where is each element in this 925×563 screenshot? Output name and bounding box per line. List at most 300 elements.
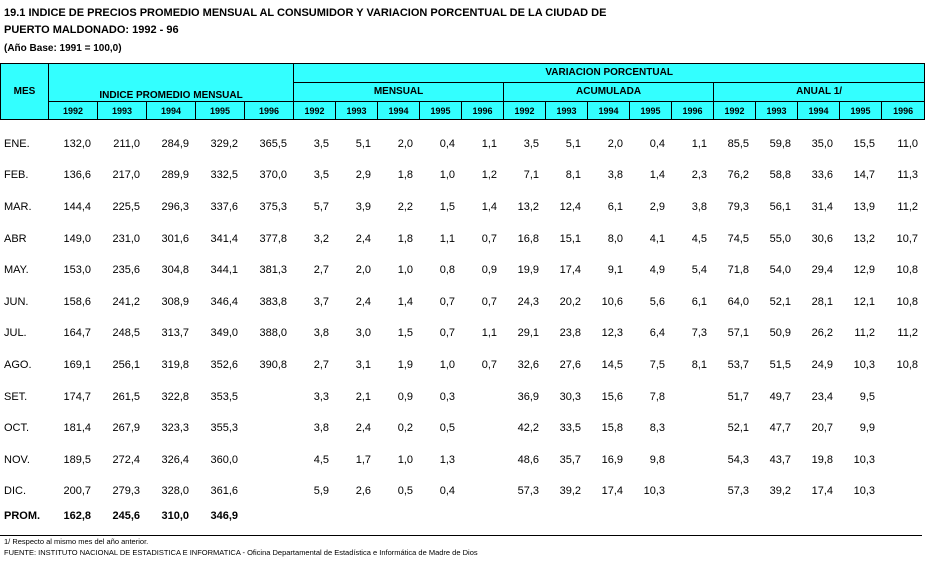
table-cell: 1,8 [397, 232, 413, 245]
table-cell: 53,7 [727, 358, 749, 371]
table-cell: 4,1 [649, 232, 665, 245]
table-cell: 10,3 [853, 358, 875, 371]
table-cell: 189,5 [63, 453, 91, 466]
table-cell: 33,5 [559, 422, 581, 435]
table-cell: 2,2 [397, 200, 413, 213]
table-cell: 9,9 [859, 422, 875, 435]
average-cell [244, 507, 293, 525]
table-cell: 51,5 [769, 358, 791, 371]
table-cell: 4,9 [649, 264, 665, 277]
table-cell: 5,6 [649, 295, 665, 308]
average-cell [755, 507, 797, 525]
table-cell: 54,0 [769, 264, 791, 277]
table-cell [461, 476, 503, 508]
table-cell: 85,5 [727, 137, 749, 150]
table-cell: 144,4 [63, 200, 91, 213]
table-cell: 42,2 [517, 422, 539, 435]
base-year-note: (Año Base: 1991 = 100,0) [4, 43, 122, 54]
table-cell: 10,8 [896, 264, 918, 277]
average-cell [797, 507, 839, 525]
table-cell [244, 412, 293, 444]
table-cell: 39,2 [769, 485, 791, 498]
average-cell [503, 507, 545, 525]
average-cell [461, 507, 503, 525]
table-cell: 31,4 [811, 200, 833, 213]
average-cell [881, 507, 924, 525]
table-cell: 2,6 [355, 485, 371, 498]
table-cell: 3,5 [313, 169, 329, 182]
table-cell: 332,5 [210, 169, 238, 182]
table-cell: 352,6 [210, 358, 238, 371]
table-title-location: PUERTO MALDONADO: 1992 - 96 [4, 24, 179, 36]
table-cell: 1,0 [397, 264, 413, 277]
table-cell: 56,1 [769, 200, 791, 213]
table-cell: 17,4 [811, 485, 833, 498]
table-cell [244, 444, 293, 476]
table-cell: 3,8 [313, 422, 329, 435]
table-row [0, 160, 924, 192]
table-cell [881, 412, 924, 444]
table-cell [881, 476, 924, 508]
header-year: 1996 [462, 102, 504, 120]
table-cell: 2,7 [313, 358, 329, 371]
average-cell [293, 507, 335, 525]
table-cell: 365,5 [259, 137, 287, 150]
table-cell: 13,2 [517, 200, 539, 213]
table-cell: 27,6 [559, 358, 581, 371]
table-cell: 353,5 [210, 390, 238, 403]
month-label: SET. [4, 390, 28, 403]
table-cell: 11,2 [897, 327, 918, 340]
month-label: AGO. [4, 358, 32, 371]
table-cell [244, 381, 293, 413]
table-cell: 51,7 [727, 390, 749, 403]
table-cell: 32,6 [517, 358, 539, 371]
table-cell: 1,7 [355, 453, 371, 466]
table-cell: 5,1 [565, 137, 581, 150]
table-cell: 132,0 [63, 137, 91, 150]
table-cell: 24,3 [517, 295, 539, 308]
table-cell: 4,5 [313, 453, 329, 466]
table-cell: 3,2 [313, 232, 329, 245]
table-cell: 1,0 [439, 169, 455, 182]
table-cell: 12,1 [853, 295, 875, 308]
table-cell: 164,7 [63, 327, 91, 340]
table-cell: 375,3 [259, 200, 287, 213]
table-cell: 11,0 [897, 137, 918, 150]
table-cell: 11,2 [897, 200, 918, 213]
table-cell: 2,3 [691, 169, 707, 182]
table-cell: 57,3 [517, 485, 539, 498]
table-cell: 36,9 [517, 390, 539, 403]
table-cell: 5,4 [691, 264, 707, 277]
table-cell: 9,5 [859, 390, 875, 403]
table-cell: 7,3 [691, 327, 707, 340]
table-row [0, 444, 924, 476]
table-row [0, 476, 924, 508]
table-cell: 7,8 [649, 390, 665, 403]
table-cell: 7,5 [649, 358, 665, 371]
table-cell: 174,7 [63, 390, 91, 403]
table-cell: 0,7 [481, 295, 497, 308]
table-cell: 20,2 [559, 295, 581, 308]
table-cell: 211,0 [113, 137, 140, 150]
table-cell: 301,6 [161, 232, 189, 245]
table-cell: 55,0 [769, 232, 791, 245]
table-cell: 261,5 [112, 390, 140, 403]
table-cell: 341,4 [210, 232, 238, 245]
table-cell: 9,1 [607, 264, 623, 277]
table-cell: 289,9 [161, 169, 189, 182]
table-cell: 5,7 [313, 200, 329, 213]
table-cell: 13,9 [853, 200, 875, 213]
table-cell: 26,2 [811, 327, 833, 340]
table-row [0, 412, 924, 444]
table-cell: 74,5 [727, 232, 749, 245]
source-note: FUENTE: INSTITUTO NACIONAL DE ESTADISTICA E INFORMATICA - Oficina Departamental de Estadística e Informática de Madre de Dios [4, 548, 478, 557]
month-label: ABR [4, 232, 27, 245]
table-cell [671, 381, 713, 413]
footer-rule [0, 535, 922, 536]
table-row [0, 254, 924, 286]
data-table [0, 128, 924, 525]
table-cell [671, 476, 713, 508]
table-cell: 381,3 [259, 264, 287, 277]
header-year: 1993 [336, 102, 378, 120]
table-cell: 1,0 [397, 453, 413, 466]
table-cell: 12,3 [601, 327, 623, 340]
table-row [0, 286, 924, 318]
table-cell: 225,5 [112, 200, 140, 213]
table-cell: 17,4 [601, 485, 623, 498]
table-cell: 0,9 [397, 390, 413, 403]
table-cell: 360,0 [210, 453, 238, 466]
table-cell: 346,4 [210, 295, 238, 308]
table-cell: 19,8 [811, 453, 833, 466]
table-cell: 7,1 [523, 169, 539, 182]
average-cell: 310,0 [161, 510, 189, 523]
header-year: 1995 [840, 102, 882, 120]
table-cell: 19,9 [517, 264, 539, 277]
table-cell: 308,9 [161, 295, 189, 308]
table-cell: 149,0 [63, 232, 91, 245]
table-cell: 235,6 [112, 264, 140, 277]
table-cell: 20,7 [811, 422, 833, 435]
table-cell: 158,6 [63, 295, 91, 308]
header-year: 1996 [245, 102, 294, 120]
header-year: 1994 [798, 102, 840, 120]
table-row [0, 318, 924, 350]
header-year: 1992 [294, 102, 336, 120]
table-cell: 10,3 [643, 485, 665, 498]
header-year: 1993 [756, 102, 798, 120]
table-cell: 3,8 [607, 169, 623, 182]
table-cell: 2,0 [607, 137, 623, 150]
average-cell [587, 507, 629, 525]
average-cell [377, 507, 419, 525]
table-cell: 9,8 [649, 453, 665, 466]
table-cell: 136,6 [63, 169, 91, 182]
table-cell: 30,3 [559, 390, 581, 403]
table-cell: 377,8 [259, 232, 287, 245]
table-cell: 388,0 [259, 327, 287, 340]
table-cell: 3,8 [313, 327, 329, 340]
table-cell: 0,4 [439, 485, 455, 498]
table-cell: 231,0 [112, 232, 140, 245]
table-cell: 383,8 [259, 295, 287, 308]
month-label: OCT. [4, 422, 30, 435]
table-cell [461, 381, 503, 413]
average-cell: 162,8 [63, 510, 91, 523]
average-label: PROM. [4, 510, 41, 523]
table-cell: 30,6 [811, 232, 833, 245]
table-cell: 23,8 [559, 327, 581, 340]
table-cell: 49,7 [769, 390, 791, 403]
header-year: 1996 [672, 102, 714, 120]
table-cell: 35,7 [559, 453, 581, 466]
table-cell: 3,3 [313, 390, 329, 403]
table-cell: 1,1 [481, 137, 497, 150]
table-cell: 15,6 [601, 390, 623, 403]
table-cell: 0,9 [481, 264, 497, 277]
average-cell [671, 507, 713, 525]
table-cell: 1,4 [481, 200, 497, 213]
table-cell: 1,1 [691, 137, 707, 150]
table-cell: 241,2 [112, 295, 140, 308]
table-cell: 337,6 [210, 200, 238, 213]
header-variacion: VARIACION PORCENTUAL [294, 64, 925, 83]
table-cell: 0,4 [649, 137, 665, 150]
table-cell: 1,0 [439, 358, 455, 371]
table-cell: 71,8 [727, 264, 749, 277]
table-cell: 1,5 [397, 327, 413, 340]
table-cell: 6,1 [607, 200, 623, 213]
table-cell: 64,0 [727, 295, 749, 308]
table-cell: 0,4 [439, 137, 455, 150]
table-cell: 279,3 [112, 485, 140, 498]
average-row [0, 507, 924, 525]
table-cell: 2,7 [313, 264, 329, 277]
table-cell [881, 381, 924, 413]
table-cell: 344,1 [210, 264, 238, 277]
table-cell: 1,8 [397, 169, 413, 182]
table-cell: 11,3 [897, 169, 918, 182]
table-cell: 328,0 [161, 485, 189, 498]
table-cell: 8,0 [607, 232, 623, 245]
table-cell: 326,4 [161, 453, 189, 466]
header-year: 1995 [630, 102, 672, 120]
table-cell: 349,0 [210, 327, 238, 340]
header-acumulada: ACUMULADA [504, 83, 714, 102]
month-label: MAY. [4, 264, 29, 277]
table-cell: 1,2 [481, 169, 497, 182]
table-cell: 50,9 [769, 327, 791, 340]
table-cell: 10,6 [601, 295, 623, 308]
table-cell: 3,7 [313, 295, 329, 308]
table-row [0, 223, 924, 255]
month-label: FEB. [4, 169, 29, 182]
table-cell: 57,3 [727, 485, 749, 498]
table-cell: 3,9 [355, 200, 371, 213]
table-cell: 256,1 [112, 358, 140, 371]
table-cell: 322,8 [161, 390, 189, 403]
table-cell: 3,5 [523, 137, 539, 150]
table-cell: 10,3 [853, 485, 875, 498]
table-cell: 169,1 [63, 358, 91, 371]
table-cell: 6,1 [691, 295, 707, 308]
month-label: JUL. [4, 327, 27, 340]
header-year: 1992 [504, 102, 546, 120]
table-cell: 3,1 [355, 358, 371, 371]
table-cell: 272,4 [112, 453, 140, 466]
table-cell: 79,3 [727, 200, 749, 213]
table-cell: 10,8 [896, 358, 918, 371]
table-cell: 2,0 [355, 264, 371, 277]
table-cell: 296,3 [161, 200, 189, 213]
table-cell: 355,3 [210, 422, 238, 435]
table-header [0, 63, 925, 120]
header-year: 1993 [546, 102, 588, 120]
table-cell: 52,1 [769, 295, 791, 308]
table-cell: 10,7 [896, 232, 918, 245]
table-cell: 153,0 [63, 264, 91, 277]
table-cell: 23,4 [811, 390, 833, 403]
header-year: 1996 [882, 102, 925, 120]
table-cell: 267,9 [112, 422, 140, 435]
table-cell: 16,8 [517, 232, 539, 245]
table-cell: 29,4 [811, 264, 833, 277]
table-cell: 35,0 [811, 137, 833, 150]
table-cell: 329,2 [210, 137, 238, 150]
month-label: MAR. [4, 200, 32, 213]
table-row [0, 381, 924, 413]
header-year: 1995 [420, 102, 462, 120]
table-cell: 57,1 [727, 327, 749, 340]
table-cell: 28,1 [811, 295, 833, 308]
month-label: JUN. [4, 295, 29, 308]
table-cell: 313,7 [161, 327, 189, 340]
table-cell: 1,3 [439, 453, 455, 466]
table-cell: 0,2 [397, 422, 413, 435]
table-cell: 59,8 [769, 137, 791, 150]
table-cell: 54,3 [727, 453, 749, 466]
average-cell [545, 507, 587, 525]
table-cell: 10,8 [896, 295, 918, 308]
table-cell: 323,3 [161, 422, 189, 435]
header-mes: MES [1, 64, 49, 120]
table-cell: 33,6 [811, 169, 833, 182]
table-cell: 1,4 [397, 295, 413, 308]
header-year: 1992 [49, 102, 98, 120]
average-cell [419, 507, 461, 525]
table-cell [244, 476, 293, 508]
table-cell: 8,3 [649, 422, 665, 435]
table-cell: 2,9 [649, 200, 665, 213]
table-cell: 1,5 [439, 200, 455, 213]
table-cell: 217,0 [112, 169, 140, 182]
table-cell: 1,9 [397, 358, 413, 371]
table-cell: 2,9 [355, 169, 371, 182]
average-cell [713, 507, 755, 525]
table-cell: 5,1 [355, 137, 371, 150]
table-cell: 2,1 [355, 390, 371, 403]
table-cell: 304,8 [161, 264, 189, 277]
table-cell [671, 412, 713, 444]
header-years-row [1, 102, 925, 120]
table-cell: 11,2 [854, 327, 875, 340]
table-cell: 6,4 [649, 327, 665, 340]
table-cell: 248,5 [112, 327, 140, 340]
header-year: 1994 [378, 102, 420, 120]
table-cell: 12,4 [559, 200, 581, 213]
table-cell: 200,7 [63, 485, 91, 498]
table-cell: 47,7 [769, 422, 791, 435]
table-cell: 0,3 [439, 390, 455, 403]
table-cell: 0,8 [439, 264, 455, 277]
table-cell: 24,9 [811, 358, 833, 371]
table-cell: 361,6 [210, 485, 238, 498]
header-year: 1995 [196, 102, 245, 120]
table-cell: 370,0 [259, 169, 287, 182]
table-cell: 39,2 [559, 485, 581, 498]
table-cell [461, 412, 503, 444]
table-cell: 15,5 [853, 137, 875, 150]
header-anual: ANUAL 1/ [714, 83, 925, 102]
table-cell: 2,4 [355, 422, 371, 435]
header-year: 1994 [588, 102, 630, 120]
table-cell: 3,5 [313, 137, 329, 150]
table-cell: 14,7 [853, 169, 875, 182]
average-cell: 245,6 [112, 510, 140, 523]
table-cell: 4,5 [691, 232, 707, 245]
table-cell: 0,7 [439, 327, 455, 340]
table-cell: 48,6 [517, 453, 539, 466]
table-cell: 13,2 [853, 232, 875, 245]
table-title: 19.1 INDICE DE PRECIOS PROMEDIO MENSUAL AL CONSUMIDOR Y VARIACION PORCENTUAL DE LA CIUDAD DE [4, 7, 607, 19]
month-label: ENE. [4, 137, 30, 150]
table-cell: 1,1 [439, 232, 455, 245]
table-cell: 8,1 [565, 169, 581, 182]
table-cell: 1,1 [481, 327, 497, 340]
table-cell: 15,8 [601, 422, 623, 435]
table-cell: 29,1 [517, 327, 539, 340]
table-cell: 3,0 [355, 327, 371, 340]
table-cell: 52,1 [727, 422, 749, 435]
table-cell [671, 444, 713, 476]
table-cell: 0,5 [397, 485, 413, 498]
average-cell [839, 507, 881, 525]
table-cell: 181,4 [63, 422, 91, 435]
table-cell: 10,3 [853, 453, 875, 466]
table-cell: 2,4 [355, 295, 371, 308]
header-year: 1993 [98, 102, 147, 120]
table-cell: 0,7 [439, 295, 455, 308]
average-cell: 346,9 [210, 510, 238, 523]
table-cell: 76,2 [727, 169, 749, 182]
header-year: 1992 [714, 102, 756, 120]
table-cell: 0,7 [481, 232, 497, 245]
table-row [0, 191, 924, 223]
month-label: DIC. [4, 485, 26, 498]
table-cell: 3,8 [691, 200, 707, 213]
table-cell: 17,4 [559, 264, 581, 277]
average-cell [629, 507, 671, 525]
table-cell: 1,4 [649, 169, 665, 182]
table-cell: 16,9 [601, 453, 623, 466]
table-cell: 0,5 [439, 422, 455, 435]
table-cell: 15,1 [559, 232, 581, 245]
table-cell: 2,0 [397, 137, 413, 150]
